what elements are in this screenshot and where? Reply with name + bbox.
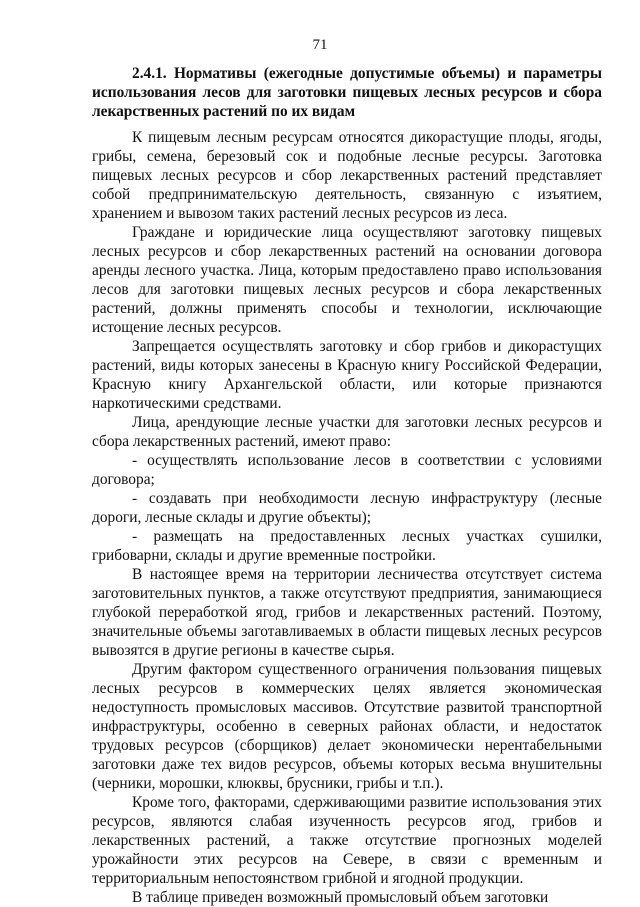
section-heading: 2.4.1. Нормативы (ежегодные допустимые объемы) и параметры использования лесов для заготовки пищевых лесных ресурсов и сбора лекарственных растений по их видам: [92, 65, 602, 120]
list-item: - осуществлять использование лесов в соответствии с условиями договора;: [92, 452, 602, 488]
page-number: 71: [312, 37, 328, 53]
document-body: [92, 128, 602, 907]
paragraph: Другим фактором существенного ограничения пользования пищевых лесных ресурсов в коммерческих целях является экономическая недоступность промысловых массивов. Отсутствие развитой транспортной инфраструктуры, особенно в северных районах области, и недостаток трудовых ресурсов (сборщиков) делает экономически нерентабельными заготовки даже тех видов ресурсов, объемы которых весьма внушительны (черники, морошки, клюквы, брусники, грибы и т.п.).: [92, 661, 602, 792]
list-item: - создавать при необходимости лесную инфраструктуру (лесные дороги, лесные склады и другие объекты);: [92, 490, 602, 526]
paragraph: Лица, арендующие лесные участки для заготовки лесных ресурсов и сбора лекарственных растений, имеют право:: [92, 414, 602, 450]
paragraph: В настоящее время на территории лесничества отсутствует система заготовительных пунктов, а также отсутствуют предприятия, занимающиеся глубокой переработкой ягод, грибов и лекарственных растений. Поэтому, значительные объемы заготавливаемых в области пищевых лесных ресурсов вывозятся в другие регионы в качестве сырья.: [92, 566, 602, 659]
list-item: - размещать на предоставленных лесных участках сушилки, грибоварни, склады и другие временные постройки.: [92, 528, 602, 564]
paragraph: К пищевым лесным ресурсам относятся дикорастущие плоды, ягоды, грибы, семена, березовый сок и подобные лесные ресурсы. Заготовка пищевых лесных ресурсов и сбор лекарственных растений представляет собой предпринимательскую деятельность, связанную с изъятием, хранением и вывозом таких растений лесных ресурсов из леса.: [92, 129, 602, 222]
paragraph: Запрещается осуществлять заготовку и сбор грибов и дикорастущих растений, виды которых занесены в Красную книгу Российской Федерации, Красную книгу Архангельской области, или которые признаются наркотическими средствами.: [92, 338, 602, 412]
paragraph: Кроме того, факторами, сдерживающими развитие использования этих ресурсов, являются слабая изученность ресурсов ягод, грибов и лекарственных растений, а также отсутствие прогнозных моделей урожайности этих ресурсов на Севере, в связи с временным и территориальным непостоянством грибной и ягодной продукции.: [92, 794, 602, 887]
paragraph: Граждане и юридические лица осуществляют заготовку пищевых лесных ресурсов и сбор лекарственных растений на основании договора аренды лесного участка. Лица, которым предоставлено право использования лесов для заготовки пищевых лесных ресурсов и сбора лекарственных растений, должны применять способы и технологии, исключающие истощение лесных ресурсов.: [92, 224, 602, 336]
paragraph: В таблице приведен возможный промысловый объем заготовки: [132, 889, 549, 906]
